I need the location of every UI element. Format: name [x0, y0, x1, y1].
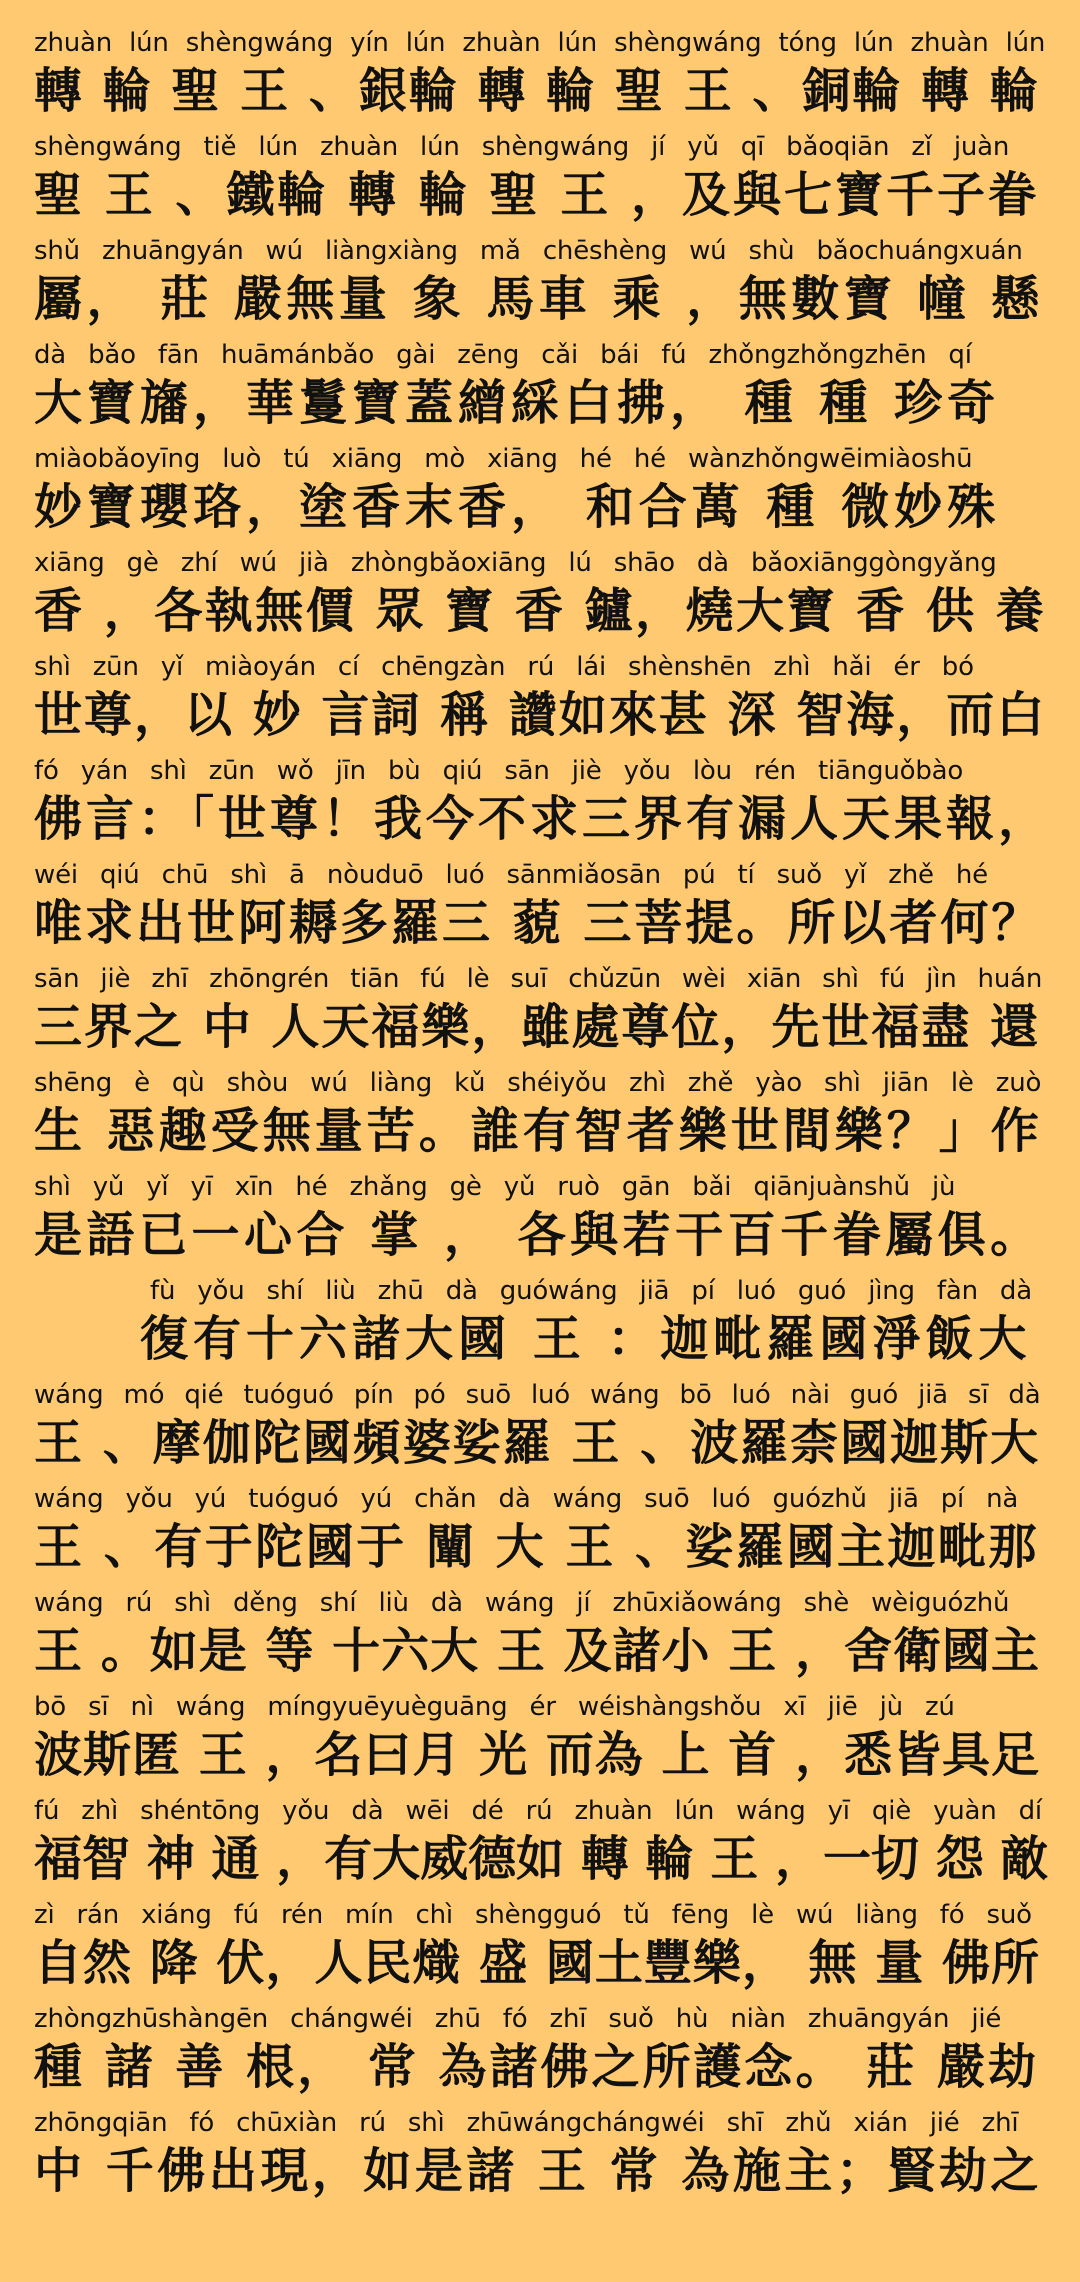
text-line	[0, 754, 1080, 858]
text-line	[0, 2106, 1080, 2210]
pinyin-line: miàobǎoyīng luò tú xiāng mò xiāng hé hé wànzhǒngwēimiàoshū	[34, 444, 973, 474]
pinyin-line: fù yǒu shí liù zhū dà guówáng jiā pí luó guó jìng fàn dà	[150, 1276, 1032, 1306]
chinese-line: 是語已一心合 掌 ， 各與若干百千眷屬俱。	[34, 1207, 1043, 1263]
chinese-line: 福智 神 通 ，有大威德如 轉 輪 王 ，一切 怨 敵	[34, 1831, 1049, 1887]
pinyin-line: shèngwáng tiě lún zhuàn lún shèngwáng jí yǔ qī bǎoqiān zǐ juàn	[34, 132, 1010, 162]
chinese-line: 香 ，各執無價 眾 寶 香 鑪，燒大寶 香 供 養	[34, 583, 1047, 639]
pinyin-line: wáng rú shì děng shí liù dà wáng jí zhūxiǎowáng shè wèiguózhǔ	[34, 1588, 1010, 1618]
chinese-line: 中 千佛出現，如是諸 王 常 為施主；賢劫之	[34, 2143, 1042, 2199]
chinese-line: 大寶旛，華鬘寶蓋繒綵白拂， 種 種 珍奇	[34, 375, 1001, 431]
pinyin-line: zì rán xiáng fú rén mín chì shèngguó tǔ fēng lè wú liàng fó suǒ	[34, 1900, 1032, 1930]
chinese-line: 佛言：「世尊！我今不求三界有漏人天果報，	[34, 791, 1050, 847]
chinese-line: 自然 降 伏，人民熾 盛 國土豐樂， 無 量 佛所	[34, 1935, 1040, 1991]
pinyin-line: sān jiè zhī zhōngrén tiān fú lè suī chǔzūn wèi xiān shì fú jìn huán	[34, 964, 1043, 994]
pinyin-line: dà bǎo fān huāmánbǎo gài zēng cǎi bái fú zhǒngzhǒngzhēn qí	[34, 340, 972, 370]
pinyin-line: fó yán shì zūn wǒ jīn bù qiú sān jiè yǒu lòu rén tiānguǒbào	[34, 756, 964, 786]
text-line	[0, 1066, 1080, 1170]
pinyin-line: bō sī nì wáng míngyuēyuèguāng ér wéishàngshǒu xī jiē jù zú	[34, 1692, 955, 1722]
pinyin-line: wáng yǒu yú tuóguó yú chǎn dà wáng suō luó guózhǔ jiā pí nà	[34, 1484, 1019, 1514]
chinese-line: 波斯匿 王 ，名曰月 光 而為 上 首 ，悉皆具足	[34, 1727, 1040, 1783]
pinyin-line: shǔ zhuāngyán wú liàngxiàng mǎ chēshèng wú shù bǎochuángxuán	[34, 236, 1023, 266]
text-line	[0, 2002, 1080, 2106]
text-line	[0, 1794, 1080, 1898]
text-line	[0, 1482, 1080, 1586]
pinyin-line: wáng mó qié tuóguó pín pó suō luó wáng bō luó nài guó jiā sī dà	[34, 1380, 1041, 1410]
pinyin-line: fú zhì shéntōng yǒu dà wēi dé rú zhuàn lún wáng yī qiè yuàn dí	[34, 1796, 1042, 1826]
chinese-line: 世尊，以 妙 言詞 稱 讚如來甚 深 智海，而白	[34, 687, 1047, 743]
chinese-line: 王 、摩伽陀國頻婆娑羅 王 、波羅柰國迦斯大	[34, 1415, 1041, 1471]
pinyin-line: wéi qiú chū shì ā nòuduō luó sānmiǎosān pú tí suǒ yǐ zhě hé	[34, 860, 988, 890]
pinyin-line: zhōngqiān fó chūxiàn rú shì zhūwángchángwéi shī zhǔ xián jié zhī	[34, 2108, 1019, 2138]
text-line	[0, 1378, 1080, 1482]
chinese-line: 王 。如是 等 十六大 王 及諸小 王 ，舍衛國主	[34, 1623, 1040, 1679]
text-line	[0, 1586, 1080, 1690]
pinyin-line: zhòngzhūshàngēn chángwéi zhū fó zhī suǒ hù niàn zhuāngyán jié	[34, 2004, 1002, 2034]
chinese-line: 妙寶瓔珞，塗香末香， 和合萬 種 微妙殊	[34, 479, 1001, 535]
text-line	[0, 130, 1080, 234]
chinese-line: 屬， 莊 嚴無量 象 馬車 乘 ，無數寶 幢 懸	[34, 271, 1044, 327]
text-line	[0, 442, 1080, 546]
chinese-line: 三界之 中 人天福樂，雖處尊位，先世福盡 還	[34, 999, 1041, 1055]
text-line	[0, 1274, 1080, 1378]
text-line	[0, 858, 1080, 962]
pinyin-line: xiāng gè zhí wú jià zhòngbǎoxiāng lú shāo dà bǎoxiānggòngyǎng	[34, 548, 997, 578]
chinese-line: 種 諸 善 根， 常 為諸佛之所護念。 莊 嚴劫	[34, 2039, 1039, 2095]
text-line	[0, 650, 1080, 754]
text-line	[0, 1898, 1080, 2002]
text-line	[0, 338, 1080, 442]
pinyin-line: shì yǔ yǐ yī xīn hé zhǎng gè yǔ ruò gān bǎi qiānjuànshǔ jù	[34, 1172, 956, 1202]
chinese-line: 唯求出世阿耨多羅三 藐 三菩提。所以者何？	[34, 895, 1043, 951]
pinyin-line: shēng è qù shòu wú liàng kǔ shéiyǒu zhì zhě yào shì jiān lè zuò	[34, 1068, 1042, 1098]
text-line	[0, 234, 1080, 338]
chinese-line: 轉 輪 聖 王 、銀輪 轉 輪 聖 王 、銅輪 轉 輪	[34, 63, 1040, 119]
chinese-line: 王 、有于陀國于 闡 大 王 、娑羅國主迦毗那	[34, 1519, 1040, 1575]
pinyin-line: shì zūn yǐ miàoyán cí chēngzàn rú lái shènshēn zhì hǎi ér bó	[34, 652, 974, 682]
chinese-line: 生 惡趣受無量苦。誰有智者樂世間樂？」作	[34, 1103, 1043, 1159]
text-line	[0, 962, 1080, 1066]
text-line	[0, 26, 1080, 130]
text-line	[0, 1170, 1080, 1274]
chinese-line: 復有十六諸大國 王 ：迦毗羅國淨飯大	[140, 1311, 1032, 1367]
pinyin-line: zhuàn lún shèngwáng yín lún zhuàn lún shèngwáng tóng lún zhuàn lún	[34, 28, 1046, 58]
chinese-line: 聖 王 、鐵輪 轉 輪 聖 王 ，及與七寶千子眷	[34, 167, 1039, 223]
text-line	[0, 1690, 1080, 1794]
text-line	[0, 546, 1080, 650]
